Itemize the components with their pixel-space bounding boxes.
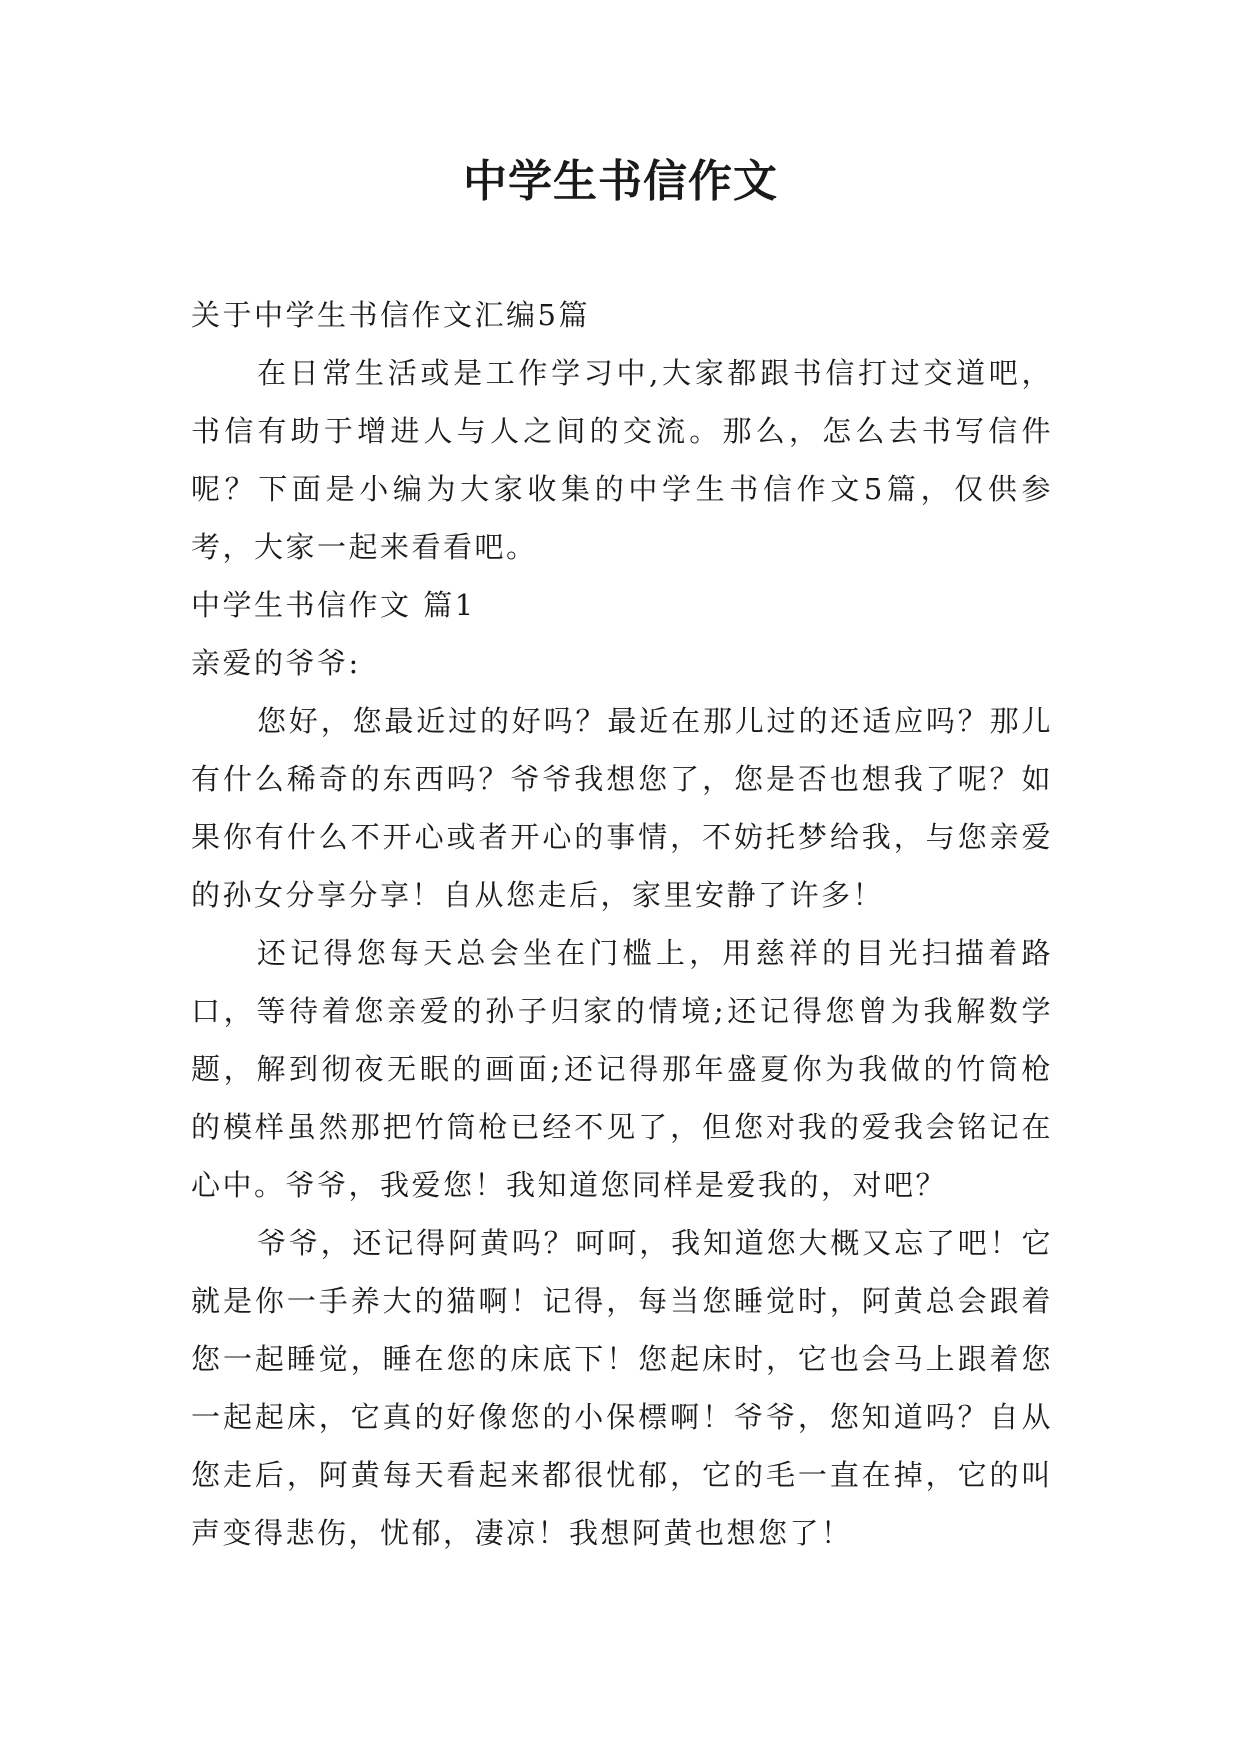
section-heading: 中学生书信作文 篇1 — [191, 588, 476, 622]
document-subtitle: 关于中学生书信作文汇编5篇 — [191, 298, 590, 332]
letter-paragraph-3: 爷爷，还记得阿黄吗？呵呵，我知道您大概又忘了吧！它就是你一手养大的猫啊！记得，每当您睡觉时，阿黄总会跟着您一起睡觉，睡在您的床底下！您起床时，它也会马上跟着您一起起床，它真的好像您的小保標啊！爷爷，您知道吗？自从您走后，阿黄每天看起来都很忧郁，它的毛一直在掉，它的叫声变得悲伤，忧郁，凄凉！我想阿黄也想您了！ — [191, 1226, 1053, 1550]
document-title: 中学生书信作文 — [463, 156, 778, 207]
intro-paragraph: 在日常生活或是工作学习中,大家都跟书信打过交道吧，书信有助于增进人与人之间的交流。那么，怎么去书写信件呢？下面是小编为大家收集的中学生书信作文5篇，仅供参考，大家一起来看看吧。 — [191, 356, 1053, 564]
letter-paragraph-1: 您好，您最近过的好吗？最近在那儿过的还适应吗？那儿有什么稀奇的东西吗？爷爷我想您了，您是否也想我了呢？如果你有什么不开心或者开心的事情，不妨托梦给我，与您亲爱的孙女分享分享！自从您走后，家里安静了许多！ — [191, 704, 1053, 912]
document-body — [191, 286, 1053, 1562]
letter-salutation: 亲爱的爷爷: — [191, 646, 361, 680]
letter-paragraph-2: 还记得您每天总会坐在门槛上，用慈祥的目光扫描着路口，等待着您亲爱的孙子归家的情境;还记得您曾为我解数学题，解到彻夜无眠的画面;还记得那年盛夏你为我做的竹筒枪的模样虽然那把竹筒枪已经不见了，但您对我的爱我会铭记在心中。爷爷，我爱您！我知道您同样是爱我的，对吧？ — [191, 936, 1053, 1202]
